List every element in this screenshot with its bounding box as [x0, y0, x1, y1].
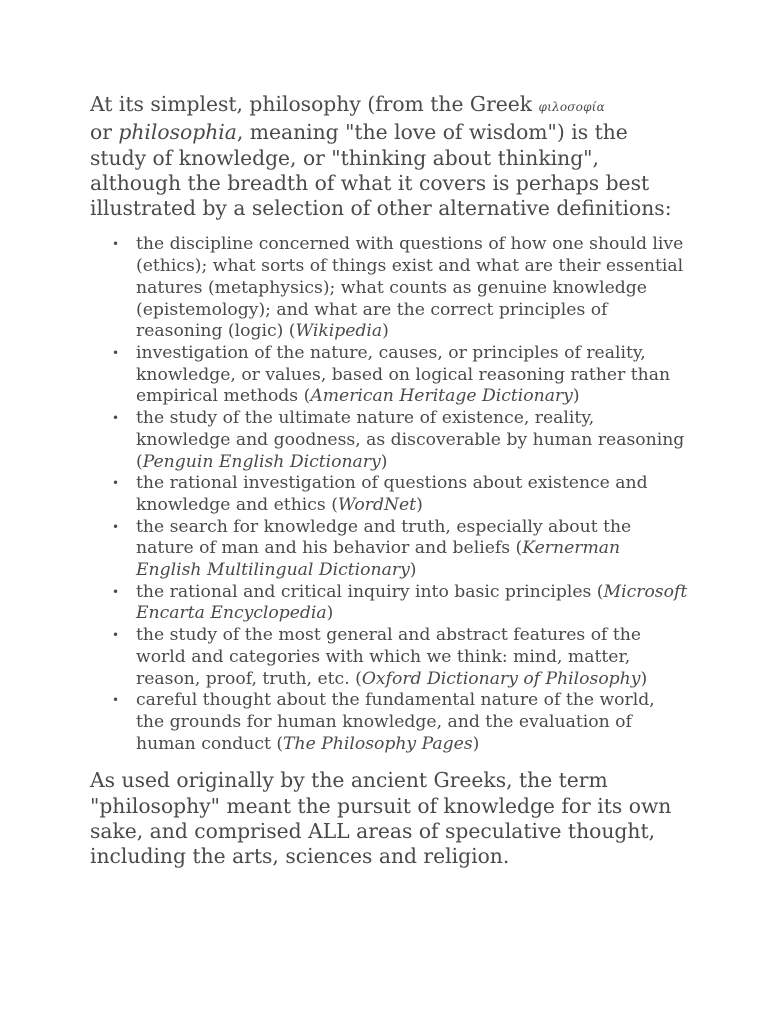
definition-text: the study of the ultimate nature of existence, reality, knowledge and goodness, as discoverable by human reasoning (	[136, 408, 685, 472]
intro-text-1: At its simplest, philosophy (from the Greek	[90, 92, 539, 116]
definition-text: the discipline concerned with questions of how one should live (ethics); what sorts of things exist and what are their essential natures (metaphysics); what counts as genuine knowledge (epistemology); and what are the correct principles of reasoning (logic) (	[136, 234, 684, 342]
definition-text: the search for knowledge and truth, especially about the nature of man and his behavior and beliefs (	[136, 516, 632, 559]
closing-paragraph: As used originally by the ancient Greeks, the term "philosophy" meant the pursuit of knowledge for its own sake, and comprised ALL areas of speculative thought, including the arts, sciences and religion.	[90, 768, 672, 869]
bullet: •	[112, 693, 120, 708]
definition-close: )	[416, 494, 423, 515]
definition-source: Kernerman English Multilingual Dictionary	[136, 538, 621, 581]
definition-close: )	[572, 386, 580, 407]
list-item	[90, 343, 688, 408]
list-item	[90, 473, 688, 516]
definition-close: )	[640, 668, 648, 689]
latin-word: philosophia	[118, 120, 237, 145]
definition-text: investigation of the nature, causes, or principles of reality, knowledge, or values, based on logical reasoning rather than empirical methods (	[136, 343, 671, 407]
definition-close: )	[382, 321, 389, 342]
bullet: •	[112, 237, 120, 252]
definition-close: )	[409, 560, 417, 581]
definition-text: careful thought about the fundamental nature of the world, the grounds for human knowledge, and the evaluation of human conduct (	[136, 690, 655, 754]
definition-close: )	[380, 451, 388, 472]
definition-source: WordNet	[337, 494, 417, 515]
bullet: •	[112, 476, 120, 491]
definition-text: the rational investigation of questions about existence and knowledge and ethics (	[136, 473, 648, 515]
intro-paragraph	[90, 92, 688, 221]
list-item	[90, 582, 688, 625]
definitions-list	[90, 234, 688, 755]
definition-source: Penguin English Dictionary	[142, 451, 381, 472]
intro-text-3: , meaning "the love of wisdom") is the study of knowledge, or "thinking about thinking", although the breadth of what it covers is perhaps best illustrated by a selection of other alternative definitions:	[90, 120, 672, 221]
bullet: •	[112, 519, 120, 534]
bullet: •	[112, 411, 120, 426]
list-item	[90, 408, 688, 473]
list-item	[90, 517, 688, 582]
document-page	[90, 92, 688, 870]
definition-source: Microsoft Encarta Encyclopedia	[136, 581, 688, 624]
intro-text-2: or	[90, 120, 119, 145]
list-item	[90, 234, 688, 343]
definition-source: Oxford Dictionary of Philosophy	[361, 668, 641, 689]
list-item	[90, 625, 688, 690]
definition-text: the rational and critical inquiry into basic principles (	[136, 581, 604, 602]
bullet: •	[112, 584, 120, 599]
definition-source: The Philosophy Pages	[283, 733, 473, 754]
list-item	[90, 690, 688, 755]
greek-word: φιλοσοφία	[538, 100, 605, 114]
definition-close: )	[326, 603, 334, 624]
definition-source: Wikipedia	[295, 321, 383, 342]
bullet: •	[112, 346, 120, 360]
bullet: •	[112, 628, 120, 643]
definition-source: American Heritage Dictionary	[310, 386, 573, 407]
definition-text: the study of the most general and abstract features of the world and categories with which we think: mind, matter, reason, proof, truth, etc. (	[136, 625, 642, 689]
definition-close: )	[472, 733, 480, 754]
